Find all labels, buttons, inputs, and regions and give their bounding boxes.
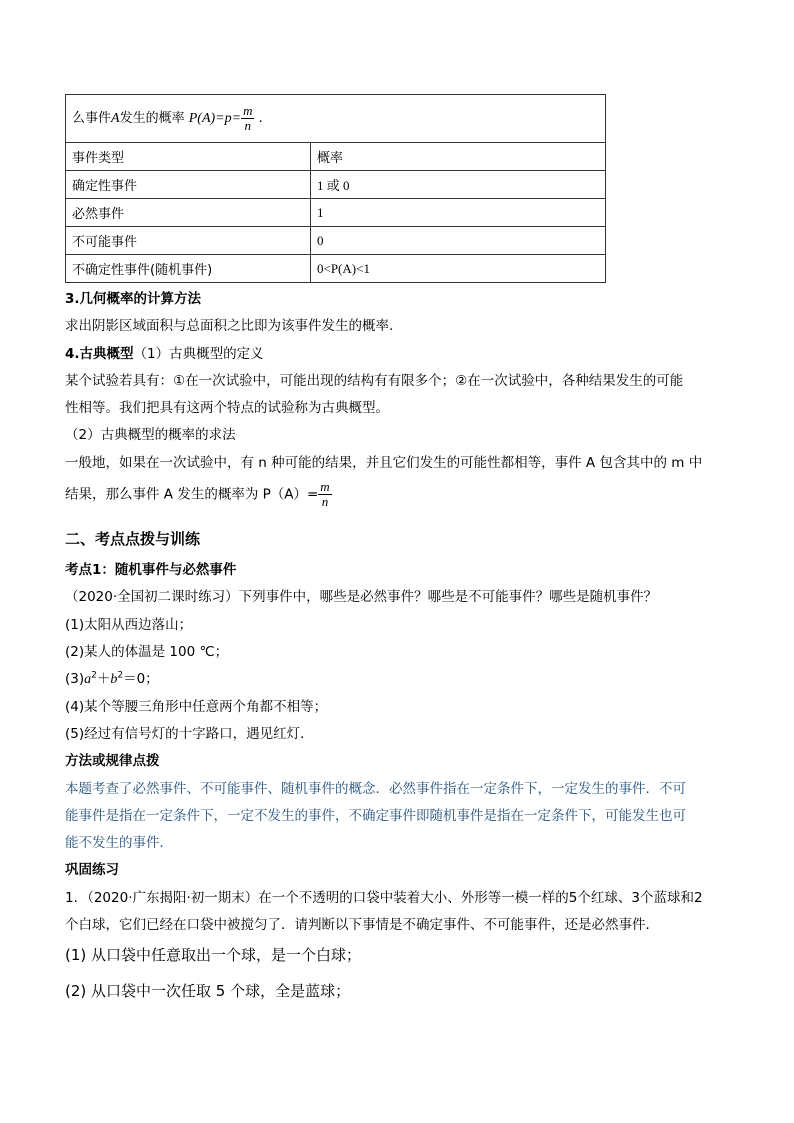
table-header-cell: 概率 <box>311 143 606 171</box>
table-cell: 不确定性事件(随机事件) <box>66 255 311 283</box>
table-cell: 1 <box>311 199 606 227</box>
table-cell: 0 <box>311 227 606 255</box>
section-4-sub2: （2）古典概型的概率的求法 <box>65 427 236 443</box>
table-row <box>66 199 606 227</box>
question-item: (2)某人的体温是 100 ℃； <box>65 644 229 660</box>
paragraph-line: 结果，那么事件 A 发生的概率为 P（A）= $\frac{m}{n}$ <box>65 479 330 509</box>
exercise-line: 个白球，它们已经在口袋中被搅匀了．请判断以下事情是不确定事件、不可能事件，还是必然事件． <box>65 917 659 933</box>
method-title: 方法或规律点拨 <box>65 753 160 769</box>
table-row <box>66 171 606 199</box>
method-line: 本题考查了必然事件、不可能事件、随机事件的概念．必然事件指在一定条件下，一定发生的事件．不可 <box>65 781 686 797</box>
question-item: (1)太阳从西边落山； <box>65 617 193 633</box>
exercise-sub-question: (2) 从口袋中一次任取 5 个球，全是蓝球； <box>65 982 351 1000</box>
part-2-title: 二、考点点拨与训练 <box>65 530 201 548</box>
question-intro: （2020·全国初二课时练习）下列事件中，哪些是必然事件？哪些是不可能事件？哪些是随机事件？ <box>65 589 658 605</box>
exercise-sub-question: (1) 从口袋中任意取出一个球，是一个白球； <box>65 946 362 964</box>
section-3-body: 求出阴影区域面积与总面积之比即为该事件发生的概率. <box>65 318 394 334</box>
table-caption-row <box>66 95 606 143</box>
table-cell: 必然事件 <box>66 199 311 227</box>
section-4-heading <box>65 342 264 362</box>
table-caption: 么事件A发生的概率 P(A)=p= $\frac{m}{n}$ . <box>66 95 606 143</box>
table-row <box>66 255 606 283</box>
table-cell: 0<P(A)<1 <box>311 255 606 283</box>
key-point-1-title: 考点1：随机事件与必然事件 <box>65 562 237 578</box>
question-item: (4)某个等腰三角形中任意两个角都不相等； <box>65 699 328 715</box>
question-item: (5)经过有信号灯的十字路口，遇见红灯． <box>65 726 314 742</box>
section-4-sub1: （1）古典概型的定义 <box>133 346 264 362</box>
table-cell: 确定性事件 <box>66 171 311 199</box>
paragraph-line: 某个试验若具有：①在一次试验中，可能出现的结构有有限多个；②在一次试验中，各种结果发生的可能 <box>65 373 684 389</box>
fraction-m-over-n: $\frac{m}{n}$ <box>243 103 253 133</box>
paragraph-line: 性相等。我们把具有这两个特点的试验称为古典概型。 <box>65 400 389 416</box>
fraction-m-over-n: $\frac{m}{n}$ <box>320 479 330 509</box>
section-4-title: 4.古典概型 <box>65 346 134 362</box>
question-item: $(3)a^2+b^2=0$； <box>65 670 159 687</box>
section-3-title: 3.几何概率的计算方法 <box>65 291 202 307</box>
table-cell: 1 或 0 <box>311 171 606 199</box>
method-line: 能事件是指在一定条件下，一定不发生的事件，不确定事件即随机事件是指在一定条件下，可能发生也可 <box>65 808 686 824</box>
exercise-line: 1．（2020·广东揭阳·初一期末）在一个不透明的口袋中装着大小、外形等一模一样的5个红球、3个蓝球和2 <box>65 890 703 906</box>
probability-table <box>65 94 606 283</box>
table-cell: 不可能事件 <box>66 227 311 255</box>
practice-title: 巩固练习 <box>65 862 119 878</box>
table-header-cell: 事件类型 <box>66 143 311 171</box>
method-line: 能不发生的事件． <box>65 835 173 851</box>
paragraph-line: 一般地，如果在一次试验中，有 n 种可能的结果，并且它们发生的可能性都相等，事件 A 包含其中的 m 中 <box>65 455 703 471</box>
table-row <box>66 227 606 255</box>
table-header-row <box>66 143 606 171</box>
